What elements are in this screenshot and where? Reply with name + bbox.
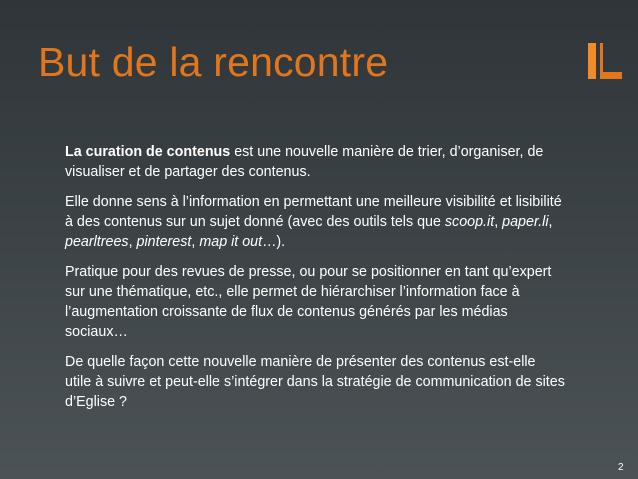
tool-separator: , xyxy=(548,214,553,230)
slide-content xyxy=(65,142,565,422)
logo-bar-thick xyxy=(588,43,596,79)
curation-definition-text: est une nouvelle manière de trier, d’organiser, de visualiser et de partager des contenus. xyxy=(65,144,544,180)
curation-term: La curation de contenus xyxy=(65,144,231,160)
tool-separator: , xyxy=(128,234,137,250)
paragraph-curation-benefits xyxy=(65,192,565,252)
tool-mapitout: map it out xyxy=(199,234,263,250)
tool-scoopit: scoop.it xyxy=(444,214,495,230)
tool-pearltrees: pearltrees xyxy=(65,234,129,250)
tool-pinterest: pinterest xyxy=(136,234,192,250)
paragraph-curation-question: De quelle façon cette nouvelle manière de présenter des contenus est-elle utile à suivre et peut-elle s’intégrer dans la stratégie de communication de sites d’Eglise ? xyxy=(65,354,565,410)
benefits-end: …). xyxy=(262,234,286,250)
tool-separator: , xyxy=(191,234,200,250)
paragraph-curation-usage: Pratique pour des revues de presse, ou pour se positionner en tant qu’expert sur une thématique, etc., elle permet de hiérarchiser l’information face à l’augmentation croissante de flux de contenus générés par les médias sociaux… xyxy=(65,264,552,340)
tool-separator: , xyxy=(494,214,503,230)
page-number: 2 xyxy=(618,462,624,473)
logo-bar-base xyxy=(600,72,622,79)
orange-bars-logo-icon xyxy=(588,43,622,79)
slide-title: But de la rencontre xyxy=(38,39,389,85)
benefits-text: Elle donne sens à l’information en permettant une meilleure visibilité et lisibilité à des contenus sur un sujet donné (avec des outils tels que xyxy=(65,194,562,230)
tool-paperli: paper.li xyxy=(502,214,549,230)
paragraph-curation-definition xyxy=(65,142,565,182)
